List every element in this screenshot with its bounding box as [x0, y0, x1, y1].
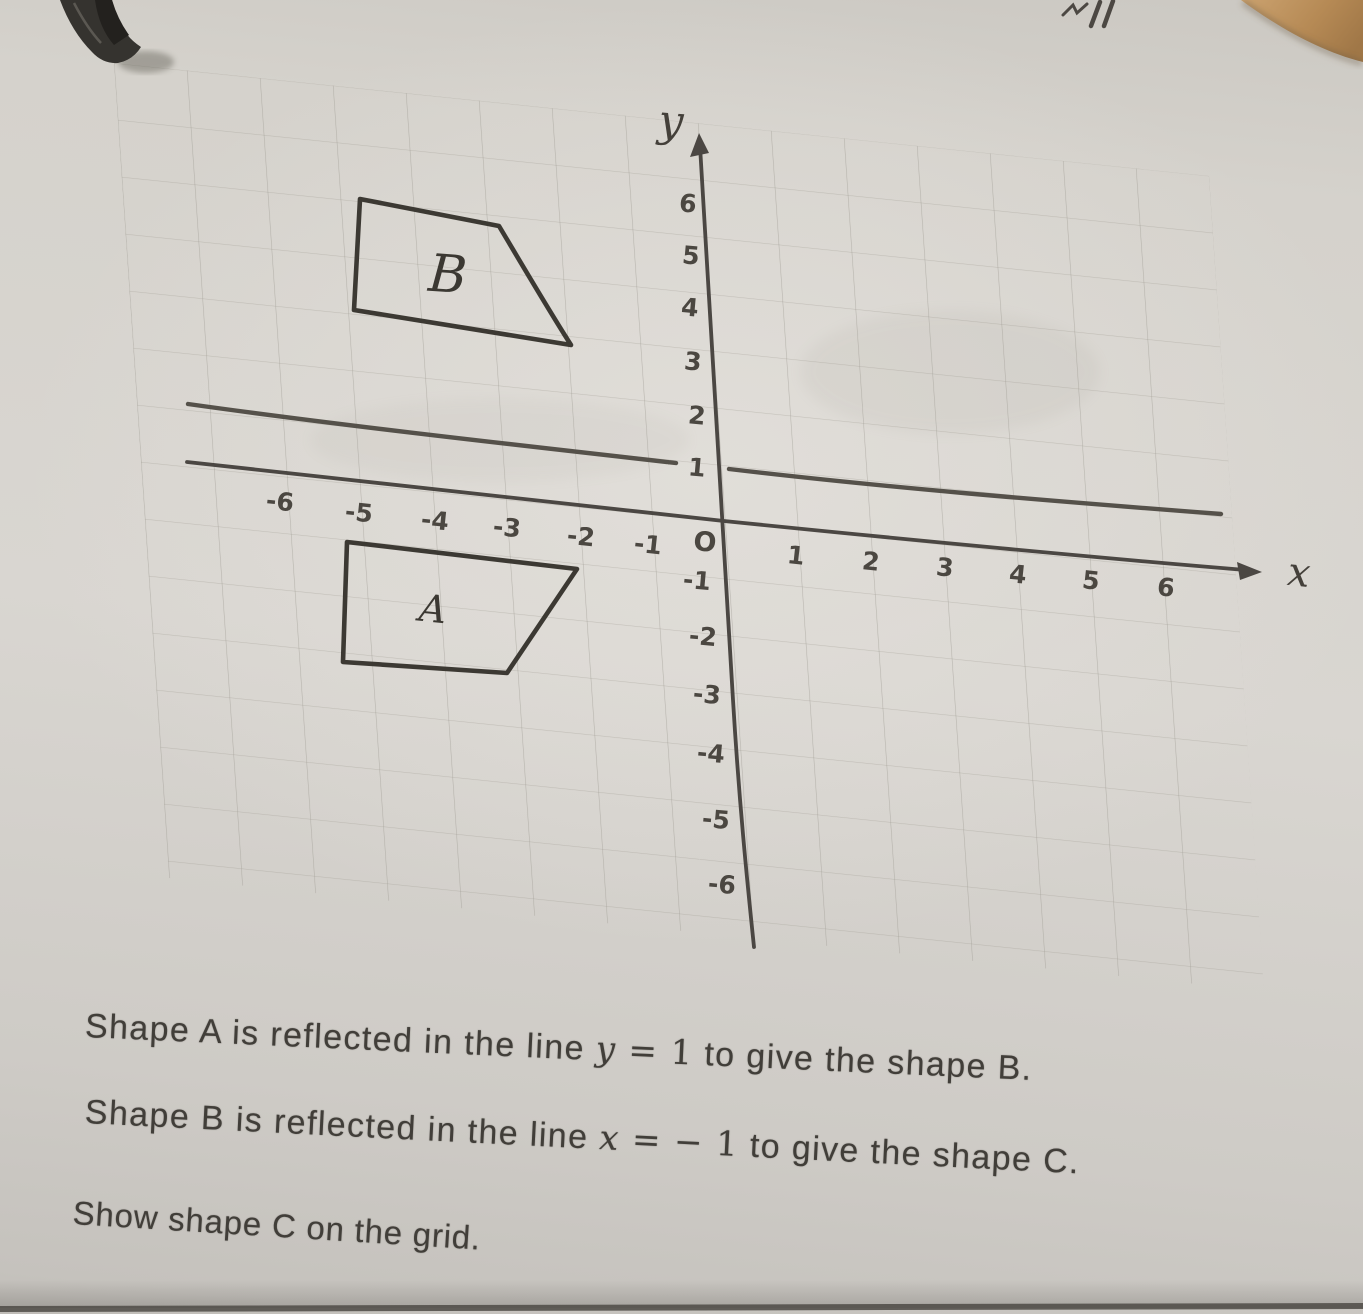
math-equation-y1: = 1	[615, 1030, 695, 1074]
y-tick-4: 4	[680, 292, 700, 323]
x-tick-2: 2	[860, 546, 882, 577]
x-tick-neg1: -1	[632, 528, 664, 561]
shape-a-label: A	[417, 585, 449, 633]
y-tick-neg5: -5	[700, 803, 732, 836]
x-tick-neg2: -2	[565, 520, 597, 553]
y-tick-neg3: -3	[691, 678, 723, 711]
y-tick-6: 6	[678, 188, 698, 219]
y-tick-1: 1	[687, 452, 707, 483]
x-tick-neg6: -6	[264, 485, 296, 518]
y-tick-5: 5	[681, 240, 701, 271]
x-tick-6: 6	[1155, 572, 1177, 603]
y-tick-neg4: -4	[695, 737, 727, 770]
x-tick-neg4: -4	[419, 504, 451, 537]
x-tick-4: 4	[1007, 559, 1029, 590]
pen-tip-mark	[60, 0, 174, 73]
x-tick-neg3: -3	[491, 511, 523, 544]
x-tick-3: 3	[934, 552, 956, 583]
math-variable-x: x	[598, 1118, 621, 1160]
question-line-1-post: to give the shape B.	[692, 1034, 1034, 1088]
question-line-2-post: to give the shape C.	[738, 1126, 1081, 1182]
shape-b-label: B	[426, 243, 469, 307]
y-axis-label: y	[656, 95, 686, 148]
math-variable-y: y	[594, 1029, 618, 1071]
x-tick-5: 5	[1080, 565, 1102, 596]
y-tick-neg2: -2	[687, 620, 719, 653]
pen-scribble-mark	[1063, 1, 1113, 26]
y-tick-3: 3	[683, 346, 703, 377]
x-axis-arrow-icon	[1237, 562, 1262, 580]
x-tick-1: 1	[785, 540, 807, 571]
x-axis-label: x	[1285, 548, 1313, 598]
question-line-3-text: Show shape C on the grid.	[71, 1194, 483, 1257]
y-tick-2: 2	[687, 400, 707, 431]
question-line-2-pre: Shape B is reflected in the line	[84, 1092, 601, 1158]
x-tick-neg5: -5	[343, 496, 375, 529]
y-tick-neg6: -6	[706, 868, 738, 901]
question-line-1-pre: Shape A is reflected in the line	[84, 1006, 597, 1069]
math-equation-xneg1: = − 1	[618, 1119, 741, 1166]
paper-bottom-edge	[0, 1306, 1363, 1309]
origin-label: O	[692, 526, 718, 559]
y-tick-neg1: -1	[681, 564, 713, 597]
